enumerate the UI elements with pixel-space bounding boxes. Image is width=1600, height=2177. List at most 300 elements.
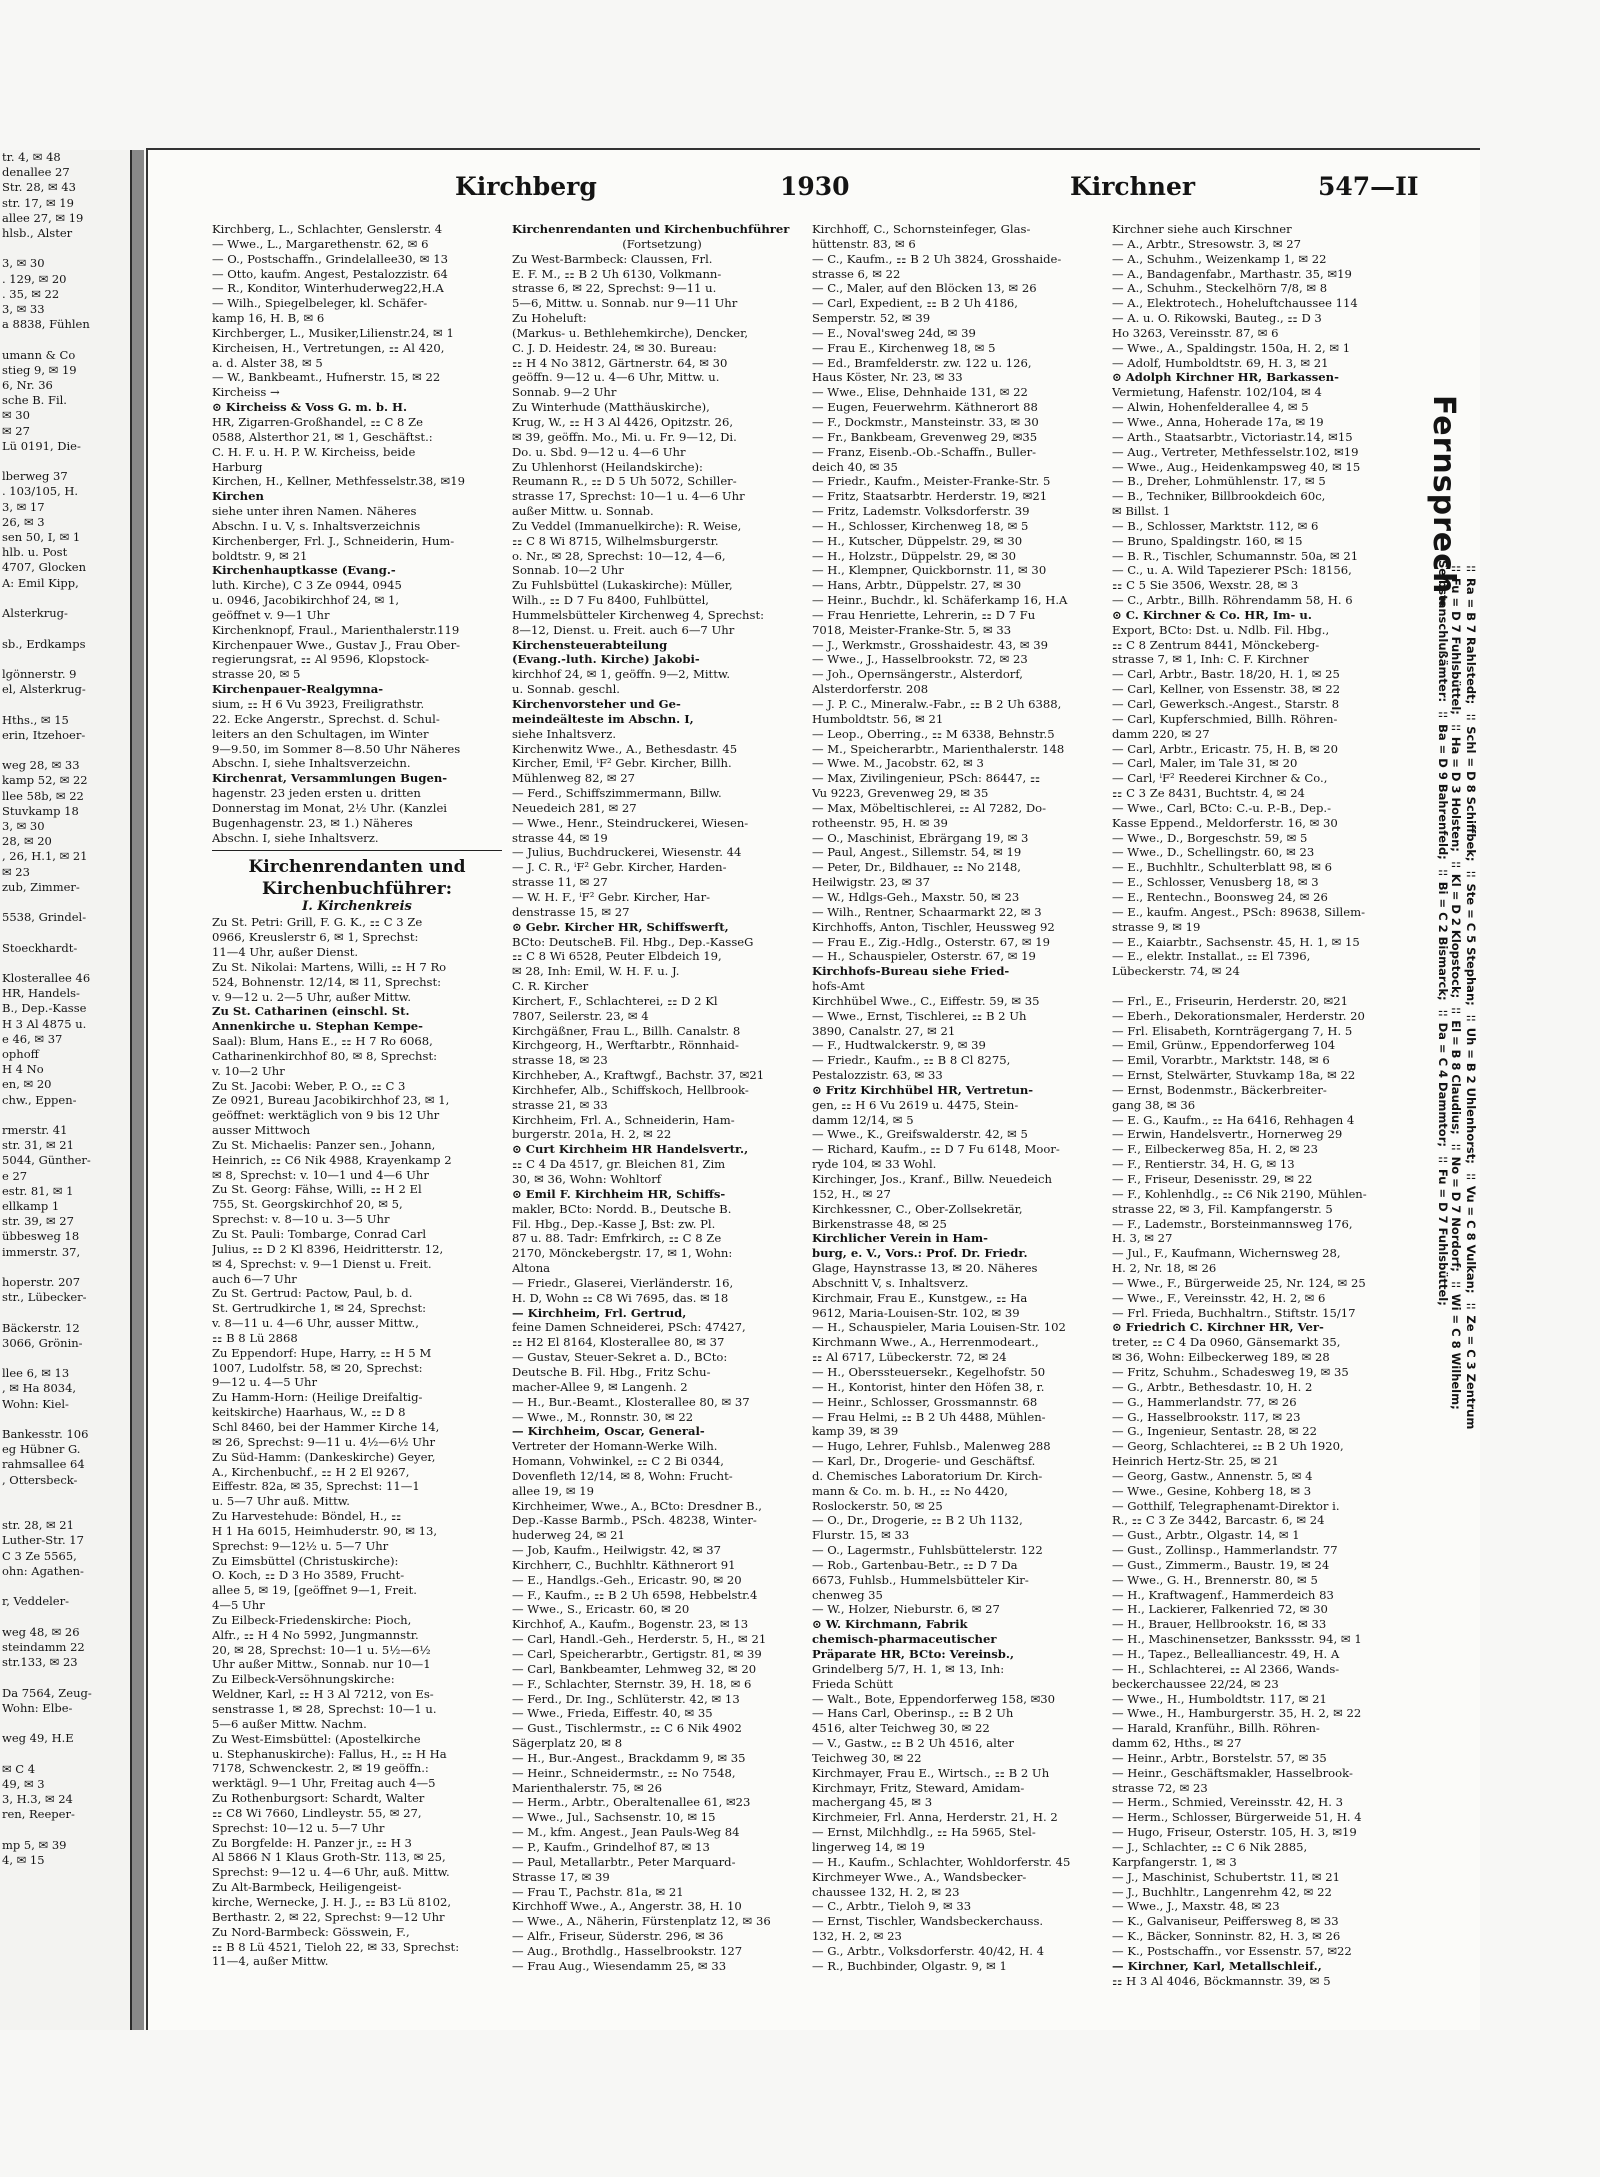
left-strip-line <box>0 743 130 758</box>
directory-entry-line: — R., Konditor, Winterhuderweg22,H.A <box>212 281 444 296</box>
directory-entry-line: v. 8—11 u. 4—6 Uhr, ausser Mittw., <box>212 1316 419 1331</box>
directory-entry-line: — Adolf, Humboldtstr. 69, H. 3, ✉ 21 <box>1112 355 1329 370</box>
directory-entry-line: 0966, Kreuslerstr 6, ✉ 1, Sprechst: <box>212 930 419 945</box>
directory-entry-line: — J., Schlachter, ⚏ C 6 Nik 2885, <box>1112 1839 1308 1854</box>
directory-entry-line: machergang 45, ✉ 3 <box>812 1795 933 1810</box>
directory-entry-line: Kirchmayr, Fritz, Steward, Amidam- <box>812 1780 1025 1795</box>
directory-entry-line: — F., Rentierstr. 34, H. G, ✉ 13 <box>1112 1157 1295 1172</box>
directory-entry-line: — Ernst, Bodenmstr., Bäckerbreiter- <box>1112 1082 1327 1097</box>
directory-entry-line: strasse 11, ✉ 27 <box>512 875 608 890</box>
directory-entry-line: Teichweg 30, ✉ 22 <box>812 1750 922 1765</box>
directory-entry-line: Abschn. I, siehe Inhaltsverzeichn. <box>212 756 411 771</box>
directory-entry-line: Zu St. Catharinen (einschl. St. <box>212 1004 410 1019</box>
directory-entry-line: Kirchmeier, Frl. Anna, Herderstr. 21, H. 2 <box>812 1810 1058 1825</box>
directory-entry-line: Kirchhefer, Alb., Schiffskoch, Hellbrook- <box>512 1082 749 1097</box>
directory-entry-line: Zu Eilbeck-Friedenskirche: Pioch, <box>212 1612 412 1627</box>
directory-entry-line: R., ⚏ C 3 Ze 3442, Barcastr. 6, ✉ 24 <box>1112 1513 1325 1528</box>
directory-entry-line: — Carl, Arbtr., Bastr. 18/20, H. 1, ✉ 25 <box>1112 667 1340 682</box>
left-strip-line: Wohn: Elbe- <box>2 1700 73 1715</box>
left-strip-line: e 46, ✉ 37 <box>2 1031 63 1046</box>
directory-entry-line: — J. C. R., ⁱF² Gebr. Kircher, Harden- <box>512 860 727 875</box>
directory-entry-line: ⚏ C 8 Zentrum 8441, Mönckeberg- <box>1112 637 1320 652</box>
directory-entry-line: — K., Postschaffn., vor Essenstr. 57, ✉22 <box>1112 1943 1352 1958</box>
directory-entry-line: — A., Bandagenfabr., Marthastr. 35, ✉19 <box>1112 266 1352 281</box>
directory-entry-line: Uhr außer Mittw., Sonnab. nur 10—1 <box>212 1657 431 1672</box>
directory-entry-line: — Heinr., Geschäftsmakler, Hasselbrook- <box>1112 1765 1353 1780</box>
directory-entry-line: huderweg 24, ✉ 21 <box>512 1528 625 1543</box>
directory-entry-line: — Wwe., A., Näherin, Fürstenplatz 12, ✉ 36 <box>512 1914 771 1929</box>
directory-entry-line: macher-Allee 9, ✉ Langenh. 2 <box>512 1379 688 1394</box>
directory-entry-line: — Wwe., H., Hamburgerstr. 35, H. 2, ✉ 22 <box>1112 1706 1362 1721</box>
directory-entry-line: — Walt., Bote, Eppendorferweg 158, ✉30 <box>812 1691 1056 1706</box>
directory-entry-line: ⊙ W. Kirchmann, Fabrik <box>812 1617 968 1632</box>
directory-entry-line: 9—9.50, im Sommer 8—8.50 Uhr Näheres <box>212 741 461 756</box>
directory-entry-line: — B. R., Tischler, Schumannstr. 50a, ✉ 21 <box>1112 548 1359 563</box>
directory-entry-line: — R., Buchbinder, Olgastr. 9, ✉ 1 <box>812 1958 1007 1973</box>
side-tab-title: Fernsprech- <box>1426 395 1461 608</box>
directory-entry-line: — Heinr., Buchdr., kl. Schäferkamp 16, H.A <box>812 593 1068 608</box>
directory-entry-line: (Fortsetzung) <box>622 236 702 251</box>
left-strip-line: . 103/105, H. <box>2 484 79 499</box>
directory-entry-line: Vermietung, Hafenstr. 102/104, ✉ 4 <box>1112 385 1322 400</box>
left-strip-line: str. 39, ✉ 27 <box>2 1214 74 1229</box>
directory-entry-line: kirche, Wernecke, J. H. J., ⚏ B3 Lü 8102, <box>212 1894 452 1909</box>
left-strip-line: llee 58b, ✉ 22 <box>2 788 84 803</box>
directory-entry-line: — C., Kaufm., ⚏ B 2 Uh 3824, Grosshaide- <box>812 251 1062 266</box>
directory-entry-line: — Emil, Grünw., Eppendorferweg 104 <box>1112 1038 1336 1053</box>
directory-entry-line: o. Nr., ✉ 28, Sprechst: 10—12, 4—6, <box>512 548 726 563</box>
directory-entry-line: — C., Arbtr., Billh. Röhrendamm 58, H. 6 <box>1112 593 1353 608</box>
directory-entry-line: Sonnab. 10—2 Uhr <box>512 563 624 578</box>
directory-entry-line: Haus Köster, Nr. 23, ✉ 33 <box>812 370 963 385</box>
directory-entry-line: Kirchen, H., Kellner, Methfesselstr.38, ✉19 <box>212 474 465 489</box>
left-strip-line: hoperstr. 207 <box>2 1275 81 1290</box>
directory-entry-line: — E., Handlgs.-Geh., Ericastr. 90, ✉ 20 <box>512 1572 742 1587</box>
directory-entry-line: Neuedeich 281, ✉ 27 <box>512 800 637 815</box>
directory-entry-line: — W., Holzer, Nieburstr. 6, ✉ 27 <box>812 1602 1000 1617</box>
directory-entry-line: — Gotthilf, Telegraphenamt-Direktor i. <box>1112 1498 1340 1513</box>
directory-entry-line: — Wilh., Rentner, Schaarmarkt 22, ✉ 3 <box>812 904 1042 919</box>
directory-entry-line: 755, St. Georgskirchhof 20, ✉ 5, <box>212 1197 403 1212</box>
directory-entry-line: O. Koch, ⚏ D 3 Ho 3589, Frucht- <box>212 1568 405 1583</box>
directory-entry-line: geöffnet: werktäglich von 9 bis 12 Uhr <box>212 1108 440 1123</box>
directory-entry-line: Fil. Hbg., Dep.-Kasse J, Bst: zw. Pl. <box>512 1216 716 1231</box>
left-strip-line <box>0 1488 130 1503</box>
directory-entry-line: Saal): Blum, Hans E., ⚏ H 7 Ro 6068, <box>212 1034 433 1049</box>
left-strip-line: C 3 Ze 5565, <box>2 1548 77 1563</box>
directory-entry-line: — Ernst, Milchhdlg., ⚏ Ha 5965, Stel- <box>812 1825 1036 1840</box>
section-heading: Kirchenrendanten und <box>248 857 466 878</box>
left-strip-line: ellkamp 1 <box>2 1199 60 1214</box>
directory-entry-line: — Max, Möbeltischlerei, ⚏ Al 7282, Do- <box>812 800 1047 815</box>
directory-entry-line: — Max, Zivilingenieur, PSch: 86447, ⚏ <box>812 771 1041 786</box>
directory-entry-line: ⚏ C 5 Sie 3506, Wexstr. 28, ✉ 3 <box>1112 578 1299 593</box>
directory-entry-line: 11—4 Uhr, außer Dienst. <box>212 944 359 959</box>
directory-entry-line: — Heinr., Arbtr., Borstelstr. 57, ✉ 35 <box>1112 1750 1327 1765</box>
side-tab-line-2: ⚏ Fu = D 7 Fuhlsbüttel; ⚏ Ha = D 3 Holsten; ⚏ Kl = D 2 Klopstock; ⚏ El = B 8 Claudius; ⚏ No = D 7 Nordorf; ⚏ Wi = C 8 Wilhelm; <box>1449 560 1463 1410</box>
left-strip-line: 26, ✉ 3 <box>2 514 45 529</box>
directory-entry-line: — P., Kaufm., Grindelhof 87, ✉ 13 <box>512 1839 710 1854</box>
directory-entry-line: ⊙ Curt Kirchheim HR Handelsvertr., <box>512 1142 749 1157</box>
left-strip-line: Stoeckhardt- <box>2 940 78 955</box>
left-strip-line: hlsb., Alster <box>2 226 73 241</box>
left-strip-line <box>0 1108 130 1123</box>
directory-entry-line: Zu Eimsbüttel (Christuskirche): <box>212 1553 399 1568</box>
left-strip-line: 3, ✉ 33 <box>2 302 45 317</box>
directory-entry-line: Ze 0921, Bureau Jacobikirchhof 23, ✉ 1, <box>212 1093 450 1108</box>
directory-entry-line: ⚏ Al 6717, Lübeckerstr. 72, ✉ 24 <box>812 1350 1007 1365</box>
directory-entry-line: — Wwe., A., Spaldingstr. 150a, H. 2, ✉ 1 <box>1112 340 1351 355</box>
directory-entry-line: — Wwe., L., Margarethenstr. 62, ✉ 6 <box>212 236 429 251</box>
directory-entry-line: Alfr., ⚏ H 4 No 5992, Jungmannstr. <box>212 1627 419 1642</box>
directory-entry-line: — Carl, Gewerksch.-Angest., Starstr. 8 <box>1112 697 1340 711</box>
directory-entry-line: Sprechst: 10—12 u. 5—7 Uhr <box>212 1820 385 1835</box>
left-strip-line <box>0 1716 130 1731</box>
directory-entry-line: — Wwe., H., Humboldtstr. 117, ✉ 21 <box>1112 1691 1327 1706</box>
directory-entry-line: — Friedr., Kaufm., ⚏ B 8 Cl 8275, <box>812 1053 1011 1068</box>
directory-entry-line: ⚏ B 8 Lü 4521, Tieloh 22, ✉ 33, Sprechst: <box>212 1939 460 1954</box>
directory-entry-line: — Carl, ⁱF² Reederei Kirchner & Co., <box>1112 771 1328 786</box>
directory-entry-line: Sonnab. 9—2 Uhr <box>512 385 617 400</box>
directory-entry-line: Krug, W., ⚏ H 3 Al 4426, Opitzstr. 26, <box>512 414 734 429</box>
directory-entry-line: ⊙ Gebr. Kircher HR, Schiffswerft, <box>512 919 729 934</box>
left-strip-line: lgönnerstr. 9 <box>2 666 77 681</box>
directory-entry-line: Weldner, Karl, ⚏ H 3 Al 7212, von Es- <box>212 1687 434 1702</box>
directory-entry-line: Homann, Vohwinkel, ⚏ C 2 Bi 0344, <box>512 1454 724 1469</box>
directory-entry-line: Kirchhoff, C., Schornsteinfeger, Glas- <box>812 222 1031 236</box>
directory-entry-line: — Kirchheim, Frl. Gertrud, <box>512 1305 687 1320</box>
left-strip-line: 4707, Glocken <box>2 560 86 575</box>
directory-entry-line: — G., Hammerlandstr. 77, ✉ 26 <box>1112 1394 1297 1409</box>
directory-entry-line: Kircheisen, H., Vertretungen, ⚏ Al 420, <box>212 340 445 355</box>
directory-entry-line: — A., Elektrotech., Hoheluftchaussee 114 <box>1112 296 1358 311</box>
left-strip-line: weg 48, ✉ 26 <box>2 1624 80 1639</box>
directory-entry-line: — A. u. O. Rikowski, Bauteg., ⚏ D 3 <box>1112 311 1322 326</box>
directory-entry-line: leiters an den Schultagen, im Winter <box>212 726 429 741</box>
directory-entry-line: — F., Friseur, Desenisstr. 29, ✉ 22 <box>1112 1172 1313 1186</box>
directory-entry-line: ⊙ Friedrich C. Kirchner HR, Ver- <box>1112 1320 1324 1335</box>
directory-entry-line: strasse 72, ✉ 23 <box>1112 1780 1208 1795</box>
directory-entry-line: C. R. Kircher <box>512 979 589 994</box>
directory-entry-line: Deutsche B. Fil. Hbg., Fritz Schu- <box>512 1364 711 1379</box>
directory-entry-line: — Fritz, Staatsarbtr. Herderstr. 19, ✉21 <box>812 489 1048 504</box>
directory-entry-line: — J., Buchhltr., Langenrehm 42, ✉ 22 <box>1112 1884 1332 1899</box>
directory-entry-line: — Aug., Vertreter, Methfesselstr.102, ✉19 <box>1112 444 1359 459</box>
directory-entry-line: Julius, ⚏ D 2 Kl 8396, Heidritterstr. 12, <box>212 1241 444 1256</box>
left-strip-line: sb., Erdkamps <box>2 636 86 651</box>
directory-entry-line: BCto: DeutscheB. Fil. Hbg., Dep.-KasseG <box>512 934 754 949</box>
directory-entry-line: — Wwe., Henr., Steindruckerei, Wiesen- <box>512 815 749 830</box>
left-strip-line: Str. 28, ✉ 43 <box>2 180 76 195</box>
directory-entry-line: H. 3, ✉ 27 <box>1112 1231 1173 1246</box>
directory-entry-line: ⚏ H2 El 8164, Klosterallee 80, ✉ 37 <box>512 1335 725 1350</box>
directory-entry-line: ⚏ C 4 Da 4517, gr. Bleichen 81, Zim <box>512 1157 726 1172</box>
directory-entry-line: 9—12 u. 4—5 Uhr <box>212 1375 318 1390</box>
column-2 <box>512 222 812 2022</box>
directory-entry-line: — Paul, Angest., Sillemstr. 54, ✉ 19 <box>812 845 1022 860</box>
left-strip-line: rahmsallee 64 <box>2 1457 85 1472</box>
directory-entry-line: ✉ 39, geöffn. Mo., Mi. u. Fr. 9—12, Di. <box>512 429 737 444</box>
directory-entry-line: 5—6 außer Mittw. Nachm. <box>212 1716 367 1731</box>
directory-entry-line: — Richard, Kaufm., ⚏ D 7 Fu 6148, Moor- <box>812 1142 1060 1157</box>
directory-entry-line: — M., kfm. Angest., Jean Pauls-Weg 84 <box>512 1825 740 1840</box>
left-strip-line: Hths., ✉ 15 <box>2 712 69 727</box>
directory-entry-line: gang 38, ✉ 36 <box>1112 1097 1196 1112</box>
directory-entry-line: Kirchenberger, Frl. J., Schneiderin, Hum- <box>212 533 455 548</box>
left-strip-line: ren, Reeper- <box>2 1807 75 1822</box>
directory-entry-line: — J. P. C., Mineralw.-Fabr., ⚏ B 2 Uh 6388, <box>812 697 1062 711</box>
directory-entry-line: — Heinr., Schlosser, Grossmannstr. 68 <box>812 1394 1038 1409</box>
left-strip-line: Lü 0191, Die- <box>2 438 81 453</box>
directory-entry-line: ⊙ Fritz Kirchhübel HR, Vertretun- <box>812 1082 1034 1097</box>
directory-entry-line: 5—6, Mittw. u. Sonnab. nur 9—11 Uhr <box>512 296 738 311</box>
directory-entry-line: — Wwe., D., Borgeschstr. 59, ✉ 5 <box>1112 830 1308 845</box>
left-strip-line: mp 5, ✉ 39 <box>2 1837 67 1852</box>
directory-entry-line: Kirchgäßner, Frau L., Billh. Canalstr. 8 <box>512 1023 741 1038</box>
directory-entry-line: denstrasse 15, ✉ 27 <box>512 904 630 919</box>
directory-entry-line: — Wwe., D., Schellingstr. 60, ✉ 23 <box>1112 845 1315 860</box>
directory-entry-line: — Fritz, Lademstr. Volksdorferstr. 39 <box>812 504 1030 519</box>
left-strip-line: 3, ✉ 17 <box>2 499 45 514</box>
left-strip-line: chw., Eppen- <box>2 1092 77 1107</box>
directory-entry-line: Kirchlicher Verein in Ham- <box>812 1231 988 1246</box>
directory-entry-line: Zu Hamm-Horn: (Heilige Dreifaltig- <box>212 1390 423 1405</box>
directory-entry-line: Zu Nord-Barmbeck: Gösswein, F., <box>212 1924 410 1939</box>
left-strip-line: , 26, H.1, ✉ 21 <box>2 849 88 864</box>
directory-entry-line: Karpfangerstr. 1, ✉ 3 <box>1112 1854 1237 1869</box>
directory-entry-line: allee 5, ✉ 19, [geöffnet 9—1, Freit. <box>212 1583 417 1598</box>
directory-entry-line: — Carl, Expedient, ⚏ B 2 Uh 4186, <box>812 296 1018 311</box>
left-strip-line: 3, ✉ 30 <box>2 818 45 833</box>
directory-entry-line: außer Mittw. u. Sonnab. <box>512 504 654 519</box>
left-strip-line: . 129, ✉ 20 <box>2 271 67 286</box>
directory-entry-line: Flurstr. 15, ✉ 33 <box>812 1528 910 1543</box>
directory-entry-line: — J., Werkmstr., Grosshaidestr. 43, ✉ 39 <box>812 637 1048 652</box>
directory-entry-line: — C., u. A. Wild Tapezierer PSch: 18156, <box>1112 563 1352 578</box>
directory-entry-line: treter, ⚏ C 4 Da 0960, Gänsemarkt 35, <box>1112 1335 1341 1350</box>
left-strip-line <box>0 895 130 910</box>
left-strip-line: 49, ✉ 3 <box>2 1776 45 1791</box>
directory-entry-line: Catharinenkirchhof 80, ✉ 8, Sprechst: <box>212 1048 438 1063</box>
directory-entry-line: beckerchaussee 22/24, ✉ 23 <box>1112 1676 1279 1691</box>
directory-entry-line: — Heinr., Schneidermstr., ⚏ No 7548, <box>512 1765 736 1780</box>
directory-entry-line: Kirchenpauer-Realgymna- <box>212 682 384 697</box>
directory-entry-line: — H., Tapez., Bellealliancestr. 49, H. A <box>1112 1647 1340 1661</box>
directory-entry-line: — E., Rentechn., Boonsweg 24, ✉ 26 <box>1112 889 1328 904</box>
directory-entry-line: Grindelberg 5/7, H. 1, ✉ 13, Inh: <box>812 1661 1005 1676</box>
left-strip-line: ohn: Agathen- <box>2 1563 84 1578</box>
directory-entry-line: — Bruno, Spaldingstr. 160, ✉ 15 <box>1112 533 1303 548</box>
directory-entry-line: H 1 Ha 6015, Heimhuderstr. 90, ✉ 13, <box>212 1523 438 1538</box>
directory-entry-line: strasse 21, ✉ 33 <box>512 1097 608 1112</box>
directory-entry-line: Pestalozzistr. 63, ✉ 33 <box>812 1068 943 1083</box>
left-strip-line: 28, ✉ 20 <box>2 834 52 849</box>
directory-entry-line: Frieda Schütt <box>812 1676 893 1691</box>
directory-entry-line: — Hugo, Friseur, Osterstr. 105, H. 3, ✉19 <box>1112 1825 1357 1840</box>
directory-entry-line: Kirchenknopf, Fraul., Marienthalerstr.119 <box>212 622 460 637</box>
directory-entry-line: Sprechst: 9—12½ u. 5—7 Uhr <box>212 1538 389 1553</box>
directory-entry-line: 7178, Schwenckestr. 2, ✉ 19 geöffn.: <box>212 1761 429 1776</box>
directory-entry-line: Zu St. Pauli: Tombarge, Conrad Carl <box>212 1227 427 1241</box>
directory-entry-line: 8—12, Dienst. u. Freit. auch 6—7 Uhr <box>512 622 735 637</box>
directory-entry-line: ⊙ Emil F. Kirchheim HR, Schiffs- <box>512 1186 726 1201</box>
directory-entry-line: 20, ✉ 28, Sprechst: 10—1 u. 5½—6½ <box>212 1642 431 1657</box>
directory-entry-line: — H., Schauspieler, Osterstr. 67, ✉ 19 <box>812 949 1036 964</box>
directory-entry-line: — Eberh., Dekorationsmaler, Herderstr. 20 <box>1112 1008 1365 1023</box>
directory-entry-line: Zu Eppendorf: Hupe, Harry, ⚏ H 5 M <box>212 1345 432 1360</box>
directory-entry-line: — M., Speicherarbtr., Marienthalerstr. 148 <box>812 741 1065 756</box>
left-strip-line: Bankesstr. 106 <box>2 1427 89 1442</box>
directory-entry-line: — Wwe., K., Greifswalderstr. 42, ✉ 5 <box>812 1127 1028 1142</box>
directory-entry-line: — Gust., Tischlermstr., ⚏ C 6 Nik 4902 <box>512 1721 742 1736</box>
directory-entry-line: — W., Hdlgs-Geh., Maxstr. 50, ✉ 23 <box>812 889 1020 904</box>
left-strip-line <box>0 1351 130 1366</box>
directory-entry-line: — Wwe., Elise, Dehnhaide 131, ✉ 22 <box>812 385 1028 400</box>
directory-entry-line: — E., Noval'sweg 24d, ✉ 39 <box>812 325 976 340</box>
directory-entry-line: Zu Winterhude (Matthäuskirche), <box>512 400 710 415</box>
left-strip-line: a 8838, Fühlen <box>2 317 90 332</box>
directory-entry-line: — Herm., Arbtr., Oberaltenallee 61, ✉23 <box>512 1795 751 1810</box>
left-strip-line: Alsterkrug- <box>2 606 68 621</box>
directory-entry-line: strasse 6, ✉ 22 <box>812 266 901 281</box>
left-strip-line <box>0 1503 130 1518</box>
directory-entry-line: — Frau E., Zig.-Hdlg., Osterstr. 67, ✉ 19 <box>812 934 1050 949</box>
directory-entry-line: — Wwe., Ernst, Tischlerei, ⚏ B 2 Uh <box>812 1008 1027 1023</box>
left-strip-line: , ✉ Ha 8034, <box>2 1381 77 1396</box>
directory-entry-line: — Joh., Opernsängerstr., Alsterdorf, <box>812 667 1023 682</box>
directory-entry-line: — Frl., E., Friseurin, Herderstr. 20, ✉21 <box>1112 993 1348 1008</box>
directory-entry-line: — F., Lademstr., Borsteinmannsweg 176, <box>1112 1216 1353 1231</box>
directory-entry-line: Kirchhofs-Bureau siehe Fried- <box>812 964 1010 979</box>
directory-entry-line: burgerstr. 201a, H. 2, ✉ 22 <box>512 1127 672 1142</box>
directory-entry-line: — Peter, Dr., Bildhauer, ⚏ No 2148, <box>812 860 1021 875</box>
directory-entry-line: — Wwe., S., Ericastr. 60, ✉ 20 <box>512 1602 690 1617</box>
directory-entry-line: ⚏ C 3 Ze 8431, Buchtstr. 4, ✉ 24 <box>1112 786 1305 801</box>
directory-entry-line: H. 2, Nr. 18, ✉ 26 <box>1112 1261 1217 1276</box>
directory-entry-line: damm 220, ✉ 27 <box>1112 726 1210 741</box>
directory-entry-line: Kirchenwitz Wwe., A., Bethesdastr. 45 <box>512 741 738 756</box>
directory-entry-line: u. Stephanuskirche): Fallus, H., ⚏ H Ha <box>212 1746 447 1761</box>
directory-entry-line: — Hans Carl, Oberinsp., ⚏ B 2 Uh <box>812 1706 1014 1721</box>
directory-entry-line: — H., Schauspieler, Maria Louisen-Str. 102 <box>812 1320 1066 1335</box>
directory-entry-line: auch 6—7 Uhr <box>212 1271 297 1286</box>
directory-entry-line: Harburg <box>212 459 263 474</box>
left-strip-line: e 27 <box>2 1168 28 1183</box>
left-strip-line: llee 6, ✉ 13 <box>2 1366 70 1381</box>
directory-entry-line: — H., Klempner, Quickbornstr. 11, ✉ 30 <box>812 563 1047 578</box>
directory-entry-line: ⊙ C. Kirchner & Co. HR, Im- u. <box>1112 607 1312 622</box>
directory-entry-line: — Wwe., M., Ronnstr. 30, ✉ 22 <box>512 1409 694 1424</box>
directory-entry-line: Birkenstrasse 48, ✉ 25 <box>812 1216 947 1231</box>
left-strip-line <box>0 332 130 347</box>
directory-entry-line: siehe Inhaltsverz. <box>512 726 617 741</box>
left-strip-line: erin, Itzehoer- <box>2 727 86 742</box>
directory-entry-line: Kircher, Emil, ⁱF² Gebr. Kircher, Billh. <box>512 756 732 771</box>
directory-entry-line: Zu Borgfelde: H. Panzer jr., ⚏ H 3 <box>212 1835 412 1850</box>
directory-entry-line: C. J. D. Heidestr. 24, ✉ 30. Bureau: <box>512 340 717 355</box>
left-strip-line <box>0 454 130 469</box>
left-strip-line: zub, Zimmer- <box>2 879 80 894</box>
left-strip-line: str. 31, ✉ 21 <box>2 1138 74 1153</box>
left-strip-line: steindamm 22 <box>2 1639 85 1654</box>
directory-entry-line: — C., Maler, auf den Blöcken 13, ✉ 26 <box>812 281 1037 296</box>
directory-entry-line: 524, Bohnenstr. 12/14, ✉ 11, Sprechst: <box>212 974 442 989</box>
left-strip-line <box>0 1579 130 1594</box>
left-strip-line: weg 49, H.E <box>2 1731 74 1746</box>
directory-entry-line: Zu Uhlenhorst (Heilandskirche): <box>512 459 703 474</box>
left-strip-line <box>0 956 130 971</box>
directory-entry-line: — Ernst, Stelwärter, Stuvkamp 18a, ✉ 22 <box>1112 1068 1356 1083</box>
directory-entry-line: Zu St. Nikolai: Martens, Willi, ⚏ H 7 Ro <box>212 959 447 974</box>
directory-entry-line: d. Chemisches Laboratorium Dr. Kirch- <box>812 1468 1043 1483</box>
directory-entry-line: (Evang.-luth. Kirche) Jakobi- <box>512 652 700 667</box>
directory-entry-line: — W. H. F., ⁱF² Gebr. Kircher, Har- <box>512 889 711 904</box>
directory-entry-line: Wilh., ⚏ D 7 Fu 8400, Fuhlbüttel, <box>512 593 709 608</box>
directory-entry-line: 87 u. 88. Tadr: Emfrkirch, ⚏ C 8 Ze <box>512 1231 722 1246</box>
directory-entry-line: Sprechst: 9—12 u. 4—6 Uhr, auß. Mittw. <box>212 1865 450 1880</box>
directory-entry-line: ✉ 28, Inh: Emil, W. H. F. u. J. <box>512 964 680 979</box>
directory-entry-line: u. Sonnab. geschl. <box>512 682 620 697</box>
left-strip-line: übbesweg 18 <box>2 1229 80 1244</box>
left-strip-line: 3, H.3, ✉ 24 <box>2 1791 73 1806</box>
directory-entry-line: makler, BCto: Nordd. B., Deutsche B. <box>512 1201 732 1216</box>
left-strip-line: 6, Nr. 36 <box>2 378 53 393</box>
directory-entry-line: Alsterdorferstr. 208 <box>812 682 929 697</box>
directory-entry-line: ⚏ H 3 Al 4046, Böckmannstr. 39, ✉ 5 <box>1112 1973 1331 1988</box>
directory-entry-line: — C., Arbtr., Tieloh 9, ✉ 33 <box>812 1899 972 1914</box>
directory-entry-line: — H., Kontorist, hinter den Höfen 38, r. <box>812 1379 1045 1394</box>
directory-entry-line: siehe unter ihren Namen. Näheres <box>212 504 417 519</box>
directory-entry-line: strasse 7, ✉ 1, Inh: C. F. Kirchner <box>1112 652 1309 667</box>
directory-entry-line: 7807, Seilerstr. 23, ✉ 4 <box>512 1008 649 1023</box>
directory-entry-line: Bugenhagenstr. 23, ✉ 1.) Näheres <box>212 815 413 830</box>
directory-entry-line: — B., Schlosser, Marktstr. 112, ✉ 6 <box>1112 518 1319 533</box>
directory-entry-line: — F., Eilbeckerweg 85a, H. 2, ✉ 23 <box>1112 1142 1318 1157</box>
directory-entry-line: — Frau Helmi, ⚏ B 2 Uh 4488, Mühlen- <box>812 1409 1046 1424</box>
directory-entry-line: Zu Hoheluft: <box>512 311 587 326</box>
directory-entry-line: Kirchherr, C., Buchhltr. Käthnerort 91 <box>512 1557 736 1572</box>
directory-entry-line: ⚏ B 8 Lü 2868 <box>212 1330 298 1345</box>
directory-entry-line: Zu St. Jacobi: Weber, P. O., ⚏ C 3 <box>212 1078 406 1093</box>
directory-entry-line: 152, H., ✉ 27 <box>812 1186 891 1201</box>
left-strip-line: ophoff <box>2 1046 39 1061</box>
directory-entry-line: ✉ Billst. 1 <box>1112 504 1171 519</box>
directory-entry-line: — Erwin, Handelsvertr., Hornerweg 29 <box>1112 1127 1343 1142</box>
directory-entry-line: — H., Kutscher, Düppelstr. 29, ✉ 30 <box>812 533 1023 548</box>
left-strip-line <box>0 925 130 940</box>
left-strip-line: rmerstr. 41 <box>2 1123 68 1137</box>
directory-entry-line: Hummelsbütteler Kirchenweg 4, Sprechst: <box>512 607 765 622</box>
directory-entry-line: — Harald, Kranführ., Billh. Röhren- <box>1112 1721 1320 1736</box>
left-strip-line <box>0 1822 130 1837</box>
directory-entry-line: — V., Gastw., ⚏ B 2 Uh 4516, alter <box>812 1736 1014 1751</box>
directory-entry-line: — Wwe. M., Jacobstr. 62, ✉ 3 <box>812 756 984 771</box>
directory-entry-line: Kirchheber, A., Kraftwgf., Bachstr. 37, ✉21 <box>512 1068 765 1083</box>
left-strip-line: ✉ 30 <box>2 408 30 423</box>
directory-entry-line: Zu Rothenburgsort: Schardt, Walter <box>212 1791 425 1806</box>
directory-entry-line: senstrasse 1, ✉ 28, Sprechst: 10—1 u. <box>212 1702 437 1716</box>
left-strip-line: str. 17, ✉ 19 <box>2 195 74 210</box>
directory-entry-line: hüttenstr. 83, ✉ 6 <box>812 236 916 251</box>
left-strip-line: str. 28, ✉ 21 <box>2 1518 74 1533</box>
directory-entry-line: — Wilh., Spiegelbeleger, kl. Schäfer- <box>212 296 428 311</box>
directory-entry-line: Kirchner siehe auch Kirschner <box>1112 222 1292 236</box>
directory-entry-line: ⊙ Kircheiss & Voss G. m. b. H. <box>212 400 408 415</box>
directory-entry-line: 3890, Canalstr. 27, ✉ 21 <box>812 1023 956 1038</box>
directory-entry-line: — Kirchheim, Oscar, General- <box>512 1424 705 1439</box>
left-strip-line: el, Alsterkrug- <box>2 682 86 697</box>
directory-entry-line: — Carl, Handl.-Geh., Herderstr. 5, H., ✉ 21 <box>512 1632 767 1647</box>
